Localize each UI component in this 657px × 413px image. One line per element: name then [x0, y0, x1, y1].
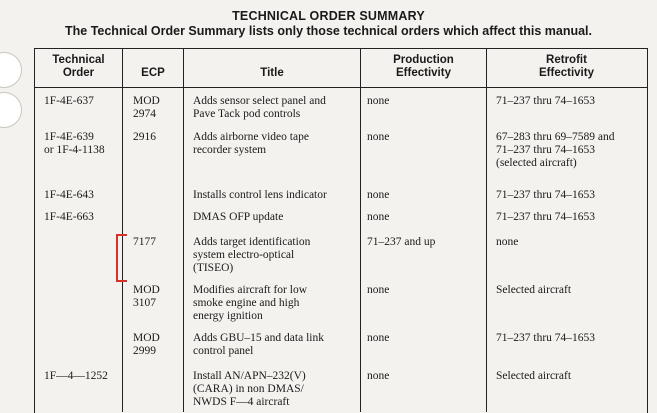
table-cell-prod — [367, 131, 389, 144]
cell-line: DMAS OFP update — [193, 211, 284, 223]
table-cell-title — [193, 370, 306, 409]
cell-line: MOD — [133, 332, 160, 344]
cell-line: 2999 — [133, 345, 156, 357]
cell-line: 71–237 thru 74–1653 — [496, 95, 596, 107]
cell-line: none — [367, 332, 390, 344]
cell-line: Selected aircraft — [496, 370, 572, 382]
cell-line: or 1F-4-1138 — [44, 144, 105, 156]
cell-line: Adds airborne video tape — [193, 131, 309, 143]
table-cell-title — [193, 131, 309, 157]
table-cell-prod — [367, 95, 389, 108]
table-cell-prod — [367, 211, 389, 224]
header-retrofit-effectivity: Retrofit Effectivity — [539, 54, 594, 79]
cell-line: control panel — [193, 345, 254, 357]
cell-line: MOD — [133, 95, 160, 107]
cell-line: 3107 — [133, 297, 156, 309]
table-cell-ecp — [133, 236, 156, 249]
cell-line: system electro-optical — [193, 249, 295, 261]
table-cell-ecp — [133, 131, 156, 144]
cell-line: Installs control lens indicator — [193, 189, 327, 201]
cell-line: 71–237 thru 74–1653 — [496, 332, 596, 344]
table-cell-retro — [496, 236, 518, 249]
cell-line: 71–237 thru 74–1653 — [496, 189, 596, 201]
header-production-effectivity: Production Effectivity — [393, 54, 454, 79]
table-cell-to — [44, 131, 105, 157]
cell-line: energy ignition — [193, 310, 263, 322]
column-divider — [360, 48, 361, 412]
table-cell-ecp — [133, 332, 160, 358]
cell-line: 7177 — [133, 236, 156, 248]
header-title: Title — [260, 67, 284, 79]
cell-line: 71–237 and up — [367, 236, 436, 248]
cell-line: 71–237 thru 74–1653 — [496, 144, 596, 156]
cell-line: MOD — [133, 284, 160, 296]
cell-line: (TISEO) — [193, 262, 234, 274]
cell-line: Adds sensor select panel and — [193, 95, 326, 107]
cell-line: none — [367, 370, 390, 382]
binder-hole — [0, 52, 22, 88]
cell-line: 1F-4E-663 — [44, 211, 94, 223]
cell-line: none — [367, 211, 390, 223]
binder-hole — [0, 92, 22, 128]
column-divider — [122, 48, 123, 412]
table-cell-to — [44, 189, 94, 202]
table-cell-retro — [496, 332, 595, 345]
table-cell-retro — [496, 370, 571, 383]
table-cell-title — [193, 284, 307, 323]
cell-line: Install AN/APN–232(V) — [193, 370, 306, 382]
page-title: TECHNICAL ORDER SUMMARY — [232, 9, 425, 23]
table-cell-ecp — [133, 95, 160, 121]
table-cell-retro — [496, 131, 615, 170]
cell-line: (CARA) in non DMAS/ — [193, 383, 304, 395]
cell-line: none — [367, 189, 390, 201]
cell-line: 2974 — [133, 108, 156, 120]
cell-line: Modifies aircraft for low — [193, 284, 308, 296]
cell-line: 1F-4E-643 — [44, 189, 94, 201]
cell-line: 1F-4E-637 — [44, 95, 94, 107]
table-cell-to — [44, 370, 108, 383]
table-cell-title — [193, 189, 327, 202]
table-cell-title — [193, 236, 310, 275]
table-cell-retro — [496, 211, 595, 224]
cell-line: none — [367, 95, 390, 107]
cell-line: none — [367, 131, 390, 143]
cell-line: (selected aircraft) — [496, 157, 577, 169]
cell-line: 1F-4E-639 — [44, 131, 94, 143]
cell-line: NWDS F—4 aircraft — [193, 396, 290, 408]
table-cell-prod — [367, 284, 389, 297]
table-cell-to — [44, 95, 94, 108]
column-divider — [486, 48, 487, 412]
cell-line: Selected aircraft — [496, 284, 572, 296]
header-divider — [34, 87, 647, 88]
table-cell-prod — [367, 332, 389, 345]
cell-line: none — [496, 236, 519, 248]
header-technical-order: Technical Order — [52, 54, 105, 79]
cell-line: 2916 — [133, 131, 156, 143]
cell-line: Adds GBU–15 and data link — [193, 332, 324, 344]
table-cell-prod — [367, 370, 389, 383]
cell-line: Adds target identification — [193, 236, 311, 248]
red-bracket-annotation — [116, 234, 127, 282]
table-cell-retro — [496, 95, 595, 108]
table-cell-ecp — [133, 284, 160, 310]
cell-line: 71–237 thru 74–1653 — [496, 211, 596, 223]
table-cell-title — [193, 211, 283, 224]
header-ecp: ECP — [141, 67, 165, 79]
cell-line: 1F—4—1252 — [44, 370, 108, 382]
table-cell-to — [44, 211, 94, 224]
table-cell-title — [193, 332, 324, 358]
table-cell-prod — [367, 236, 435, 249]
cell-line: recorder system — [193, 144, 267, 156]
table-cell-retro — [496, 284, 571, 297]
table-cell-prod — [367, 189, 389, 202]
table-cell-title — [193, 95, 326, 121]
page-subtitle: The Technical Order Summary lists only those technical orders which affect this manual. — [65, 24, 592, 38]
table-cell-retro — [496, 189, 595, 202]
column-divider — [183, 48, 184, 412]
cell-line: Pave Tack pod controls — [193, 108, 301, 120]
cell-line: 67–283 thru 69–7589 and — [496, 131, 615, 143]
cell-line: smoke engine and high — [193, 297, 300, 309]
cell-line: none — [367, 284, 390, 296]
